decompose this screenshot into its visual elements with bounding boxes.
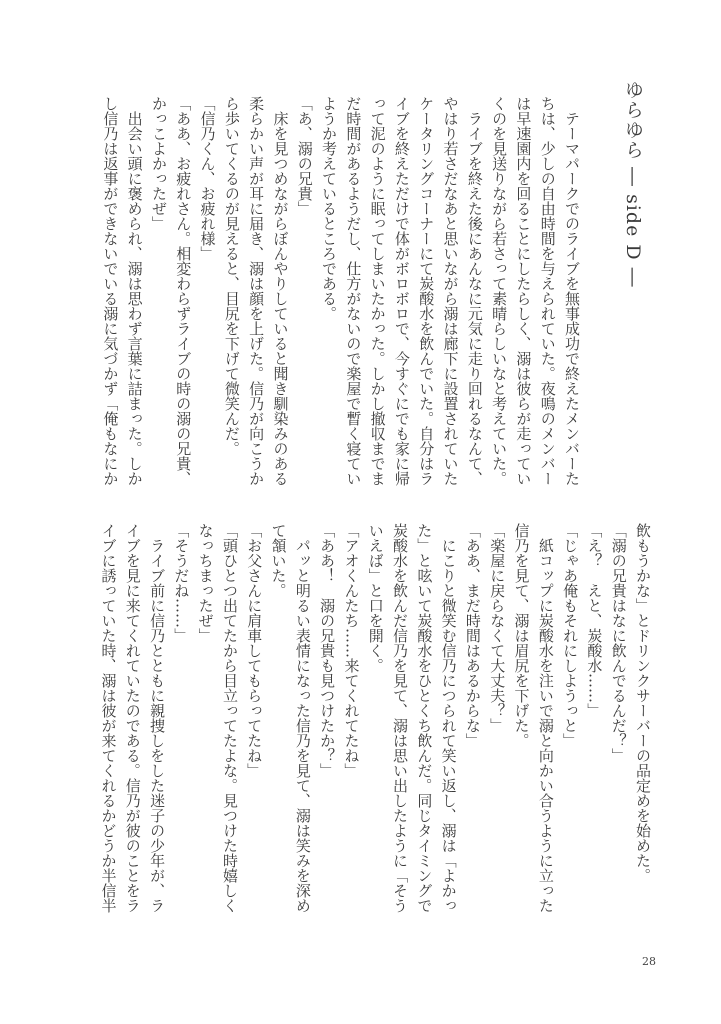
text-line: ライブを終えた後にあんなに元気に走り回れるなんて、 bbox=[465, 96, 484, 486]
text-line: イブを終えただけで体がボロボロで、今すぐにでも家に帰 bbox=[392, 96, 411, 486]
text-line: 「頭ひとつ出てたから目立ってたよな。見つけた時嬉しく bbox=[220, 523, 239, 913]
text-line: くのを見送りながら若さって素晴らしいなと考えていた。 bbox=[490, 96, 509, 486]
page-number: 28 bbox=[642, 955, 656, 968]
text-line: テーマパークでのライブを無事成功で終えたメンバーた bbox=[563, 96, 581, 486]
text-line: かっこよかったぜ」 bbox=[149, 96, 168, 231]
text-line: イブを見に来てくれていたのである。信乃が彼のことをラ bbox=[123, 523, 142, 913]
text-line: って泥のように眠ってしまいたかった。しかし撤収までま bbox=[368, 96, 387, 486]
text-line: 「お父さんに肩車してもらってたね」 bbox=[245, 523, 264, 778]
chapter-title: ゆらゆら ― side D ― bbox=[622, 80, 644, 288]
text-line: ライブ前に信乃とともに親捜しをした迷子の少年が、ラ bbox=[148, 523, 167, 913]
text-line: いえば」と口を開く。 bbox=[366, 523, 385, 673]
text-line: 「あ、溺の兄貴」 bbox=[295, 96, 314, 216]
text-line: 紙コップに炭酸水を注いで溺と向かい合うように立った bbox=[536, 523, 555, 913]
text-line: 「そうだね……」 bbox=[172, 523, 191, 643]
text-line: ケータリングコーナーにて炭酸水を飲んでいた。自分はラ bbox=[417, 96, 436, 486]
text-line: て頷いた。 bbox=[269, 523, 288, 598]
text-line: 「じゃあ俺もそれにしようっと」 bbox=[561, 523, 580, 748]
text-line: ようか考えているところである。 bbox=[320, 96, 339, 321]
text-line: 「ああ！ 溺の兄貴も見つけたか？」 bbox=[318, 523, 337, 778]
text-line: 出会い頭に褒められ、溺は思わず言葉に詰まった。しか bbox=[125, 96, 144, 486]
text-line: 床を見つめながらぼんやりしていると聞き馴染みのある bbox=[271, 96, 290, 486]
text-line: パッと明るい表情になった信乃を見て、溺は笑みを深め bbox=[293, 523, 312, 913]
text-line: なっちまったぜ」 bbox=[196, 523, 215, 643]
text-line: は早速園内を回ることにしたらしく、溺は彼らが走ってい bbox=[514, 96, 533, 486]
upper-text-block bbox=[98, 96, 584, 496]
text-line: 飲もうかな」とドリンクサーバーの品定めを始めた。 bbox=[634, 523, 652, 883]
text-line: ちは、少しの自由時間を与えられていた。夜鳴のメンバー bbox=[538, 96, 557, 486]
text-line: 柔らかい声が耳に届き、溺は顔を上げた。信乃が向こうか bbox=[247, 96, 266, 486]
text-line: 信乃を見て、溺は眉尻を下げた。 bbox=[512, 523, 531, 748]
text-line: 「アオくんたち……来てくれてたね」 bbox=[342, 523, 361, 778]
text-line: 「信乃くん、お疲れ様」 bbox=[198, 96, 217, 261]
text-line: ら歩いてくるのが見えると、目尻を下げて微笑んだ。 bbox=[222, 96, 241, 456]
text-line: イブに誘っていた時、溺は彼が来てくれるかどうか半信半 bbox=[99, 523, 118, 913]
text-line: 「ああ、まだ時間はあるからな」 bbox=[463, 523, 482, 748]
text-line: 炭酸水を飲んだ信乃を見て、溺は思い出したように「そう bbox=[391, 523, 410, 913]
text-line: にこりと微笑む信乃につられて笑い返し、溺は「よかっ bbox=[439, 523, 458, 913]
lower-text-block bbox=[96, 523, 655, 923]
text-line: 「楽屋に戻らなくて大丈夫？」 bbox=[488, 523, 507, 733]
text-line: だ時間があるようだし、仕方がないので楽屋で暫く寝てい bbox=[344, 96, 363, 486]
text-line: し信乃は返事ができないでいる溺に気づかず「俺もなにか bbox=[101, 96, 120, 486]
text-line: 「ああ、お疲れさん。相変わらずライブの時の溺の兄貴、 bbox=[174, 96, 193, 486]
text-line: 「え？ えと、炭酸水……」 bbox=[585, 523, 604, 718]
text-line: た」と呟いて炭酸水をひとくち飲んだ。同じタイミングで bbox=[415, 523, 434, 913]
text-line: 「溺の兄貴はなに飲んでるんだ？」 bbox=[609, 523, 628, 763]
text-line: やはり若さだなあと思いながら溺は廊下に設置されていた bbox=[441, 96, 460, 486]
